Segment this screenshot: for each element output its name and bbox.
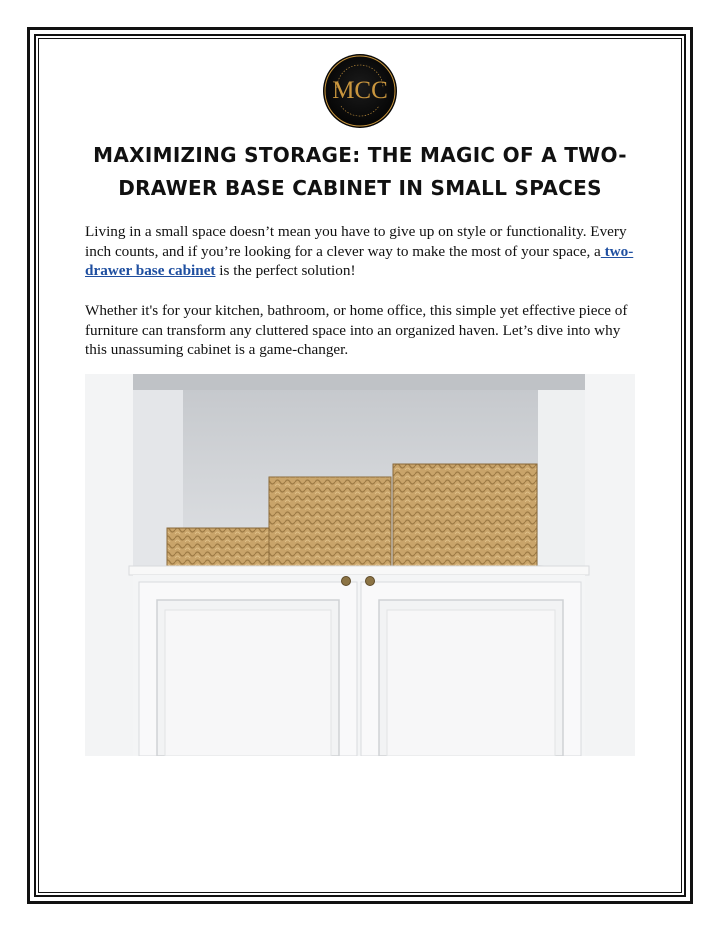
intro-text-after: is the perfect solution!: [215, 262, 356, 279]
two-drawer-cabinet-link[interactable]: two-drawer base cabinet: [85, 242, 634, 279]
intro-paragraph: [85, 222, 645, 281]
cabinet-photo: [85, 374, 635, 756]
page-title: MAXIMIZING STORAGE: THE MAGIC OF A TWO-DRAWER BASE CABINET IN SMALL SPACES: [93, 143, 627, 200]
mcc-logo: [323, 54, 397, 128]
intro-text-before: Living in a small space doesn’t mean you have to give up on style or functionality. Every inch counts, and if you’re looking for a clever way to make the most of your space, a: [85, 223, 627, 260]
logo-ring-icon: [323, 54, 397, 128]
logo-text: MCC: [332, 77, 388, 104]
second-paragraph: Whether it's for your kitchen, bathroom, or home office, this simple yet effective piece of furniture can transform any cluttered space into an organized haven. Let’s dive into why this unassuming cabinet is a game-changer.: [85, 302, 628, 358]
